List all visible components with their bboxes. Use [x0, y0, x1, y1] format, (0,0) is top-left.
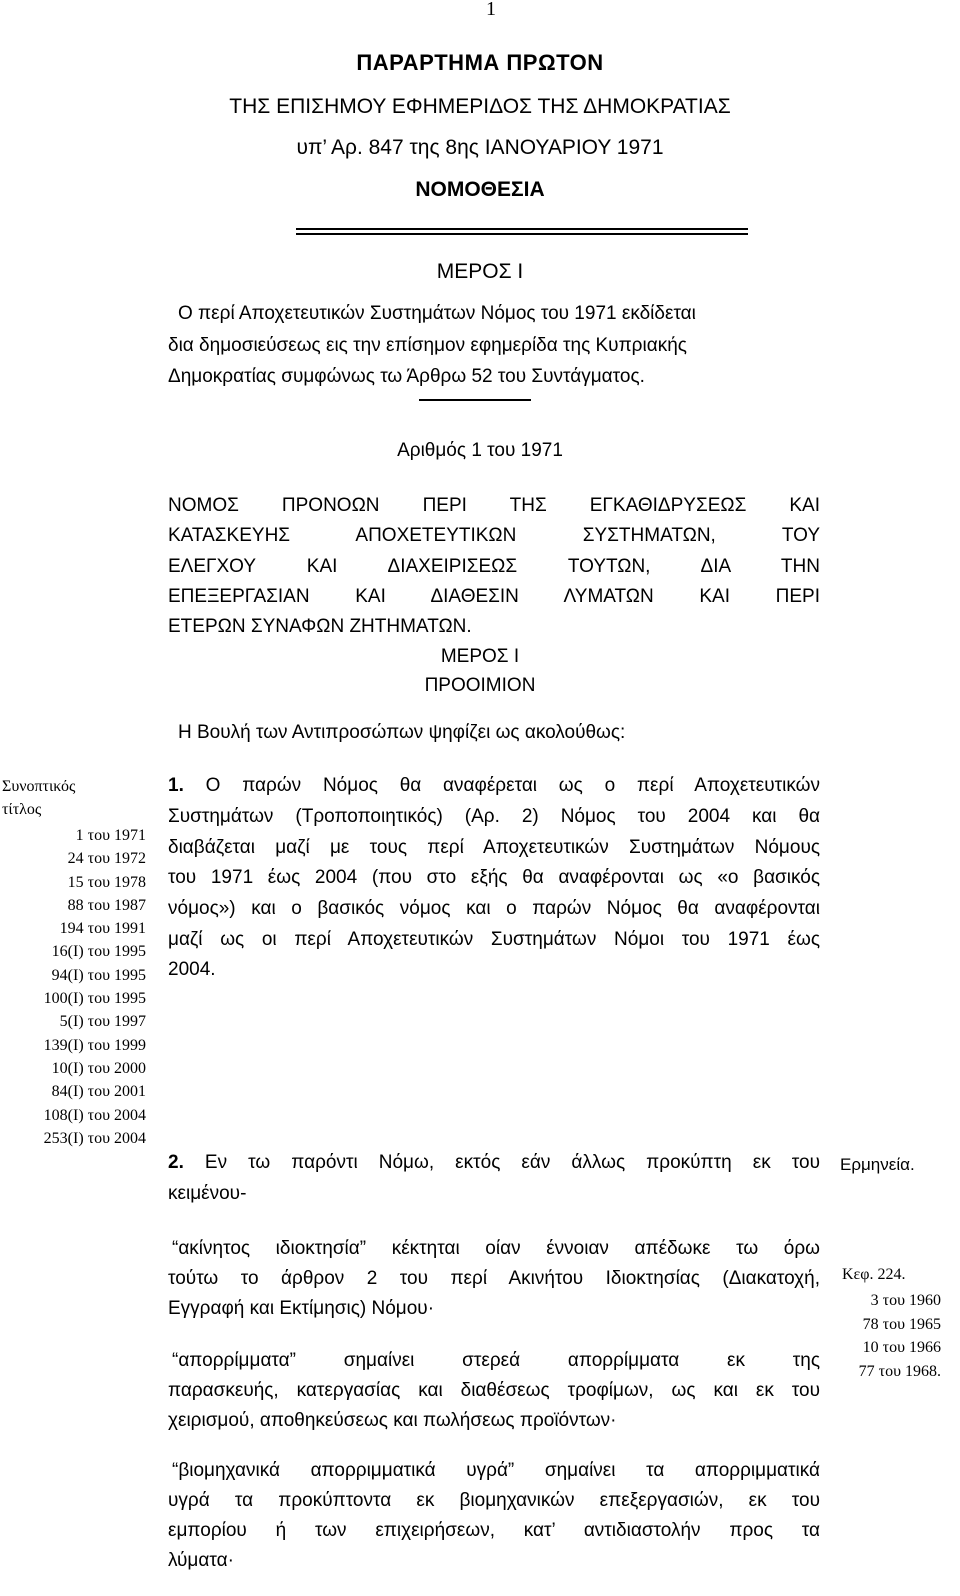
section-2-line-last: κειμένου- — [168, 1183, 247, 1204]
margin-interpretation: Ερμηνεία. — [840, 1155, 915, 1174]
law-title-line-1: ΝΟΜΟΣ ΠΡΟΝΟΩΝ ΠΕΡΙ ΤΗΣ ΕΓΚΑΘΙΔΡΥΣΕΩΣ ΚΑΙ — [168, 495, 820, 516]
law-number: Αριθμός 1 του 1971 — [397, 440, 563, 461]
section-1-line-last: 2004. — [168, 959, 216, 980]
preamble-heading: ΠΡΟΟΙΜΙΟΝ — [424, 675, 536, 696]
intro-line-3: Δημοκρατίας συμφώνως τω Άρθρω 52 του Συντάγματος. — [168, 366, 645, 387]
amendment-ref: 100(Ι) του 1995 — [43, 990, 146, 1008]
definition-2-line-last: χειρισμού, αποθηκεύσεως και πωλήσεως προϊόντων· — [168, 1410, 617, 1431]
section-1-line: διαβάζεται μαζί με τους περί Αποχετευτικών Συστημάτων Νόμους — [168, 837, 820, 858]
enacting-clause: Η Βουλή των Αντιπροσώπων ψηφίζει ως ακολούθως: — [178, 722, 626, 743]
amendment-ref: 139(Ι) του 1999 — [43, 1036, 146, 1054]
margin-ref: 77 του 1968. — [858, 1362, 941, 1380]
definition-3-line: “βιομηχανικά απορριμματικά υγρά” σημαίνει τα απορριμματικά — [172, 1460, 820, 1481]
amendment-ref: 194 του 1991 — [59, 920, 146, 938]
section-1-line: του 1971 έως 2004 (που στο εξής θα αναφέρονται ως «ο βασικός — [168, 867, 820, 888]
intro-line-2: δια δημοσιεύσεως εις την επίσημον εφημερίδα της Κυπριακής — [168, 335, 687, 356]
amendment-ref: 16(Ι) του 1995 — [51, 943, 146, 961]
part-heading: ΜΕΡΟΣ Ι — [436, 260, 524, 283]
law-title-line-5: ΕΤΕΡΩΝ ΣΥΝΑΦΩΝ ΖΗΤΗΜΑΤΩΝ. — [168, 616, 472, 637]
double-rule-top — [296, 228, 748, 230]
margin-ref: 78 του 1965 — [862, 1315, 941, 1333]
amendment-ref: 84(Ι) του 2001 — [51, 1083, 146, 1101]
amendment-ref: 88 του 1987 — [67, 896, 146, 914]
amendment-ref: 94(Ι) του 1995 — [51, 966, 146, 984]
margin-cap-ref: Κεφ. 224. — [842, 1266, 906, 1283]
definition-3-line-last: λύματα· — [168, 1550, 234, 1571]
intro-line-1: Ο περί Αποχετευτικών Συστημάτων Νόμος του 1971 εκδίδεται — [178, 303, 696, 324]
amendment-ref: 24 του 1972 — [67, 850, 146, 868]
margin-ref: 10 του 1966 — [862, 1339, 941, 1356]
gazette-issue: υπ’ Αρ. 847 της 8ης ΙΑΝΟΥΑΡΙΟΥ 1971 — [296, 136, 664, 159]
part-subheading: ΜΕΡΟΣ Ι — [440, 646, 520, 667]
page-number: 1 — [486, 0, 496, 20]
gazette-title: ΠΑΡΑΡΤΗΜΑ ΠΡΩΤΟΝ — [356, 50, 604, 75]
section-1-line: νόμος») και ο βασικός νόμος και ο παρών Νόμος θα αναφέρονται — [168, 898, 820, 919]
amendment-ref: 10(Ι) του 2000 — [51, 1059, 146, 1077]
definition-2-line: “απορρίμματα” σημαίνει στερεά απορρίμματα εκ της — [172, 1350, 820, 1371]
section-legislation: ΝΟΜΟΘΕΣΙΑ — [415, 178, 545, 201]
section-2-number: 2. — [168, 1152, 184, 1173]
definition-1-line: “ακίνητος ιδιοκτησία” κέκτηται οίαν έννοιαν απέδωκε τω όρω — [172, 1238, 820, 1259]
definition-1-line-last: Εγγραφή και Εκτίμησις) Νόμου· — [168, 1298, 435, 1319]
margin-ref: 3 του 1960 — [870, 1292, 941, 1309]
section-1-line: μαζί ως οι περί Αποχετευτικών Συστημάτων Νόμοι του 1971 έως — [168, 929, 820, 950]
definition-3-line: εμπορίου ή των επιχειρήσεων, κατ’ αντιδιαστολήν προς τα — [168, 1520, 820, 1541]
section-1-line-1 — [168, 775, 820, 797]
gazette-subtitle: ΤΗΣ ΕΠΙΣΗΜΟΥ ΕΦΗΜΕΡΙΔΟΣ ΤΗΣ ΔΗΜΟΚΡΑΤΙΑΣ — [229, 95, 731, 118]
section-1-number: 1. — [168, 775, 184, 796]
definition-2-line: παρασκευής, κατεργασίας και διαθέσεως τροφίμων, ως και εκ του — [168, 1380, 820, 1401]
amendment-ref: 15 του 1978 — [67, 873, 146, 891]
amendment-ref: 108(Ι) του 2004 — [43, 1106, 146, 1124]
amendment-list — [0, 824, 146, 1150]
definition-1-line: τούτω το άρθρον 2 του περί Ακινήτου Ιδιοκτησίας (Διακατοχή, — [168, 1268, 820, 1289]
definition-3-line: υγρά τα προκύπτοντα εκ βιομηχανικών επεξεργασιών, εκ του — [168, 1490, 820, 1511]
law-title-line-3: ΕΛΕΓΧΟΥ ΚΑΙ ΔΙΑΧΕΙΡΙΣΕΩΣ ΤΟΥΤΩΝ, ΔΙΑ ΤΗΝ — [168, 556, 820, 577]
law-title-line-2: ΚΑΤΑΣΚΕΥΗΣ ΑΠΟΧΕΤΕΥΤΙΚΩΝ ΣΥΣΤΗΜΑΤΩΝ, ΤΟΥ — [168, 525, 820, 546]
section-2-text: Εν τω παρόντι Νόμω, εκτός εάν άλλως προκύπτη εκ του — [183, 1152, 820, 1173]
margin-short-title-label-2: τίτλος — [2, 801, 42, 818]
section-1-text: Ο παρών Νόμος θα αναφέρεται ως ο περί Αποχετευτικών — [183, 775, 820, 796]
law-title-line-4: ΕΠΕΞΕΡΓΑΣΙΑΝ ΚΑΙ ΔΙΑΘΕΣΙΝ ΛΥΜΑΤΩΝ ΚΑΙ ΠΕΡΙ — [168, 586, 820, 607]
amendment-ref: 1 του 1971 — [75, 827, 146, 844]
margin-ref-list — [830, 1289, 941, 1383]
margin-short-title-label: Συνοπτικός — [2, 778, 76, 795]
amendment-ref: 5(Ι) του 1997 — [59, 1013, 146, 1031]
double-rule-bottom — [296, 233, 748, 235]
section-1-line: Συστημάτων (Τροποποιητικός) (Αρ. 2) Νόμος του 2004 και θα — [168, 806, 820, 827]
section-2-line-1 — [168, 1152, 820, 1174]
amendment-ref: 253(Ι) του 2004 — [43, 1129, 146, 1147]
short-rule — [419, 399, 531, 401]
